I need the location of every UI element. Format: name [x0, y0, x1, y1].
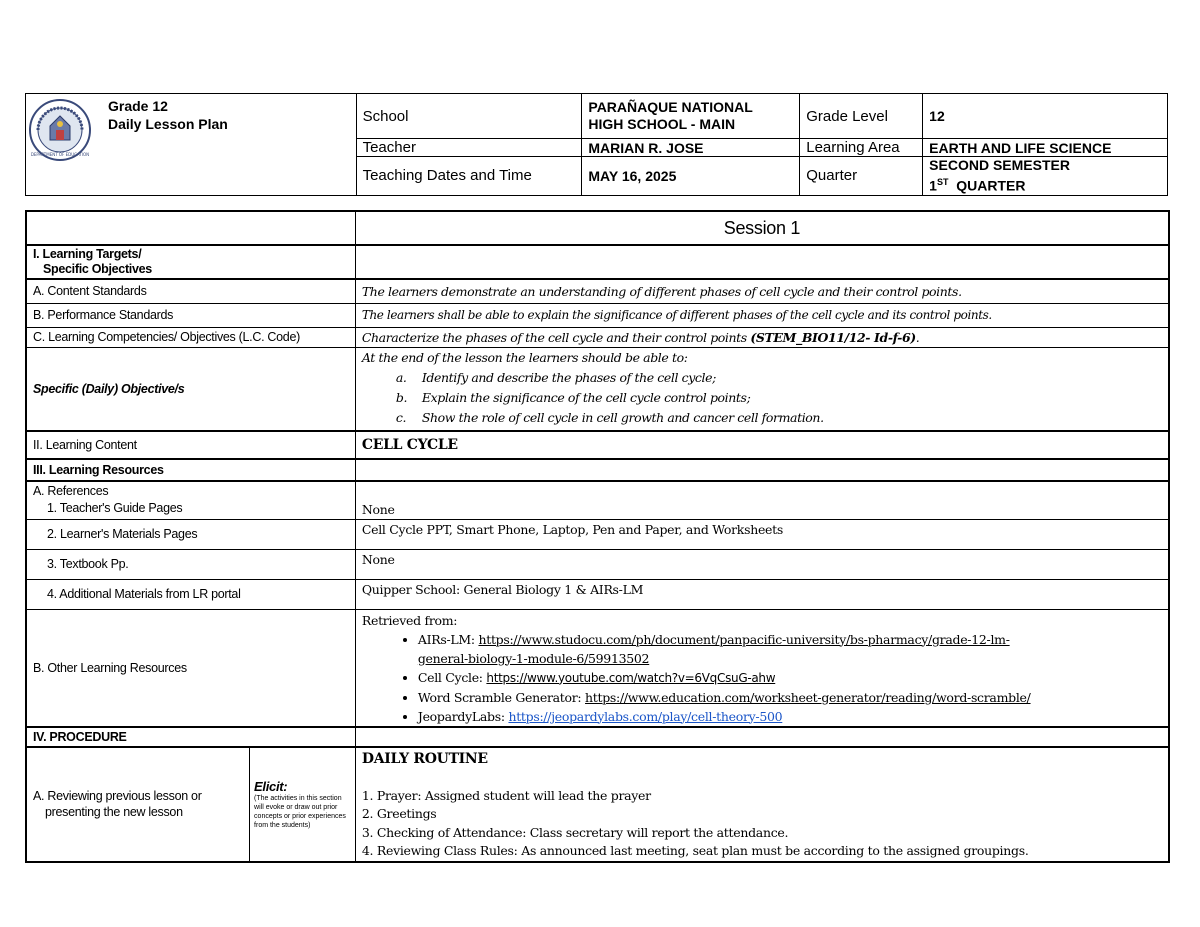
additional-materials-value: Quipper School: General Biology 1 & AIRs-LM — [355, 579, 1169, 609]
learning-resources-value — [355, 459, 1169, 481]
grade-level-label: Grade Level — [800, 94, 923, 139]
routine-item: 1. Prayer: Assigned student will lead the prayer — [361, 787, 651, 803]
svg-text:DEPARTMENT OF EDUCATION: DEPARTMENT OF EDUCATION — [30, 152, 90, 157]
objectives-list — [362, 368, 1162, 428]
dates-label: Teaching Dates and Time — [356, 157, 582, 196]
dates-value: MAY 16, 2025 — [582, 157, 800, 196]
performance-standards-value: The learners shall be able to explain the significance of different phases of the cell cycle and its control points. — [355, 303, 1169, 327]
specific-objectives-label: Specific (Daily) Objective/s — [26, 347, 355, 431]
list-item: • Word Scramble Generator: https://www.education.com/worksheet-generator/reading/word-scramble/ — [418, 688, 1162, 707]
airs-lm-link-cont[interactable]: general-biology-1-module-6/59913502 — [417, 650, 650, 666]
additional-materials-label: 4. Additional Materials from LR portal — [26, 579, 355, 609]
specific-objectives-value: At the end of the lesson the learners should be able to: a. Identify and describe the phases of the cell cycle; b. Explain the significance of the cell cycle control points; c. Show the role of cell cycle in cell growth and cancer cell formation. — [355, 347, 1169, 431]
header-table — [25, 93, 1168, 196]
session-heading: Session 1 — [355, 211, 1169, 245]
list-item: • AIRs-LM: https://www.studocu.com/ph/document/panpacific-university/bs-pharmacy/grade-12-lm- general-biology-1-module-6/59913502 — [418, 630, 1162, 668]
deped-seal-icon — [28, 98, 92, 162]
corner-cell — [26, 211, 355, 245]
elicit-description: (The activities in this section will evoke or draw out prior concepts or prior experiences from the students) — [254, 794, 346, 829]
routine-item: 4. Reviewing Class Rules: As announced last meeting, seat plan must be according to the assigned groupings. — [361, 843, 1029, 858]
other-resources-value: Retrieved from: • AIRs-LM: https://www.studocu.com/ph/document/panpacific-university/bs-pharmacy/grade-12-lm- general-biology-1-module-6/59913502 • Cell Cycle: https://www.youtube.com/watch?v=6VqCsuG-ahw • Word Scramble Generator: https://www.education.com/worksheet-generator/reading/word-scramble/ • JeopardyLabs: https://jeopardylabs.com/play/cell-theory-500 — [355, 609, 1169, 727]
airs-lm-link[interactable]: https://www.studocu.com/ph/document/panpacific-university/bs-pharmacy/grade-12-lm- — [478, 631, 1010, 647]
textbook-label: 3. Textbook Pp. — [26, 549, 355, 579]
school-value: PARAÑAQUE NATIONAL HIGH SCHOOL - MAIN — [582, 94, 800, 139]
jeopardy-link[interactable]: https://jeopardylabs.com/play/cell-theory-500 — [508, 708, 783, 724]
list-item: • JeopardyLabs: https://jeopardylabs.com/play/cell-theory-500 — [418, 707, 1162, 726]
learning-area-value: EARTH AND LIFE SCIENCE — [923, 139, 1168, 157]
elicit-cell — [250, 747, 356, 862]
learning-targets-label: I. Learning Targets/ Specific Objectives — [26, 245, 355, 279]
youtube-link[interactable]: https://www.youtube.com/watch?v=6VqCsuG-ahw — [486, 670, 776, 685]
routine-item: 2. Greetings — [361, 806, 437, 821]
procedure-value — [355, 727, 1169, 747]
school-label: School — [356, 94, 582, 139]
quarter-value: SECOND SEMESTER 1ST QUARTER — [923, 157, 1168, 196]
performance-standards-label: B. Performance Standards — [26, 303, 355, 327]
textbook-value: None — [355, 549, 1169, 579]
procedure-label: IV. PROCEDURE — [26, 727, 355, 747]
plan-label: Daily Lesson Plan — [108, 116, 228, 132]
objective-item: b. Explain the significance of the cell cycle control points; — [395, 389, 751, 405]
other-resources-label: B. Other Learning Resources — [26, 609, 355, 727]
learners-materials-value: Cell Cycle PPT, Smart Phone, Laptop, Pen and Paper, and Worksheets — [355, 519, 1169, 549]
quarter-label: Quarter — [800, 157, 923, 196]
routine-item: 3. Checking of Attendance: Class secretary will report the attendance. — [361, 824, 789, 840]
learning-resources-label: III. Learning Resources — [26, 459, 355, 481]
competencies-value: Characterize the phases of the cell cycle and their control points (STEM_BIO11/12- Id-f-6). — [355, 327, 1169, 347]
review-label: A. Reviewing previous lesson or presenting the new lesson — [26, 747, 250, 862]
grade-level-value: 12 — [923, 94, 1168, 139]
teachers-guide-value: None — [355, 481, 1169, 519]
references-label: A. References 1. Teacher's Guide Pages — [26, 481, 355, 519]
teacher-label: Teacher — [356, 139, 582, 157]
learning-area-label: Learning Area — [800, 139, 923, 157]
learning-content-label: II. Learning Content — [26, 431, 355, 459]
resource-links-list — [362, 630, 1162, 726]
elicit-title: Elicit: — [254, 778, 288, 794]
routine-list — [362, 787, 1162, 861]
lesson-plan-table — [25, 210, 1170, 863]
learners-materials-label: 2. Learner's Materials Pages — [26, 519, 355, 549]
learning-targets-value — [355, 245, 1169, 279]
grade-label: Grade 12 — [108, 98, 168, 114]
content-standards-label: A. Content Standards — [26, 279, 355, 303]
objective-item: c. Show the role of cell cycle in cell growth and cancer cell formation. — [395, 409, 824, 425]
learning-content-value: CELL CYCLE — [355, 431, 1169, 459]
daily-routine-value: DAILY ROUTINE 1. Prayer: Assigned student will lead the prayer 2. Greetings 3. Checking of Attendance: Class secretary will report the attendance. 4. Reviewing Class Rules: As announced last meeting, seat plan must be according to the assigned groupings. — [355, 747, 1169, 862]
word-scramble-link[interactable]: https://www.education.com/worksheet-generator/reading/word-scramble/ — [585, 689, 1031, 705]
list-item: • Cell Cycle: https://www.youtube.com/watch?v=6VqCsuG-ahw — [418, 668, 1162, 688]
objective-item: a. Identify and describe the phases of the cell cycle; — [395, 369, 716, 385]
logo-title-cell — [26, 94, 357, 196]
content-standards-value: The learners demonstrate an understanding of different phases of cell cycle and their control points. — [355, 279, 1169, 303]
competencies-label: C. Learning Competencies/ Objectives (L.C. Code) — [26, 327, 355, 347]
teacher-value: MARIAN R. JOSE — [582, 139, 800, 157]
